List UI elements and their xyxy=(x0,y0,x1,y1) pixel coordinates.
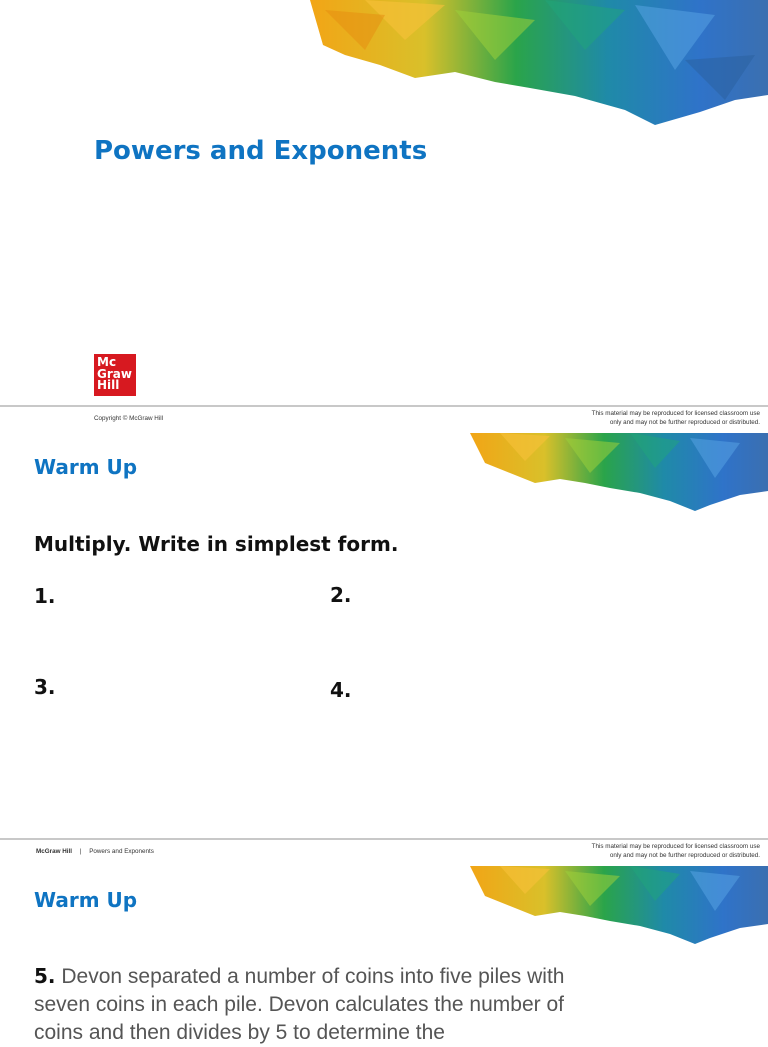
problem-text: Devon separated a number of coins into five piles with seven coins in each pile. Devon calculates the number of coins and then divides by 5 to determine the xyxy=(34,965,565,1044)
problem-number-4: 4. xyxy=(330,678,352,702)
mcgraw-hill-logo xyxy=(94,354,136,396)
footer-separator: | xyxy=(79,848,82,855)
usage-notice-line-2: only and may not be further reproduced or distributed. xyxy=(609,851,760,859)
problem-number-1: 1. xyxy=(34,584,56,608)
instruction-text: Multiply. Write in simplest form. xyxy=(34,532,399,556)
usage-notice-line-2: only and may not be further reproduced or distributed. xyxy=(609,418,760,426)
usage-notice-line-1: This material may be reproduced for licensed classroom use xyxy=(591,410,760,417)
problem-number-2: 2. xyxy=(330,583,352,607)
usage-notice xyxy=(592,410,760,427)
usage-notice xyxy=(592,843,760,860)
low-poly-banner-icon xyxy=(470,433,768,513)
footer-brand xyxy=(36,848,154,855)
warm-up-title: Warm Up xyxy=(34,888,138,912)
warm-up-slide-2 xyxy=(0,840,768,1044)
title-slide xyxy=(0,0,768,405)
warm-up-title: Warm Up xyxy=(34,455,138,479)
logo-line-1: Mc xyxy=(97,355,117,369)
usage-notice-line-1: This material may be reproduced for licensed classroom use xyxy=(591,843,760,850)
logo-line-2: Graw xyxy=(97,366,132,381)
logo-line-3: Hill xyxy=(97,378,120,392)
problem-number-5: 5. xyxy=(34,964,56,988)
footer-brand-name: McGraw Hill xyxy=(36,848,73,855)
copyright-text: Copyright © McGraw Hill xyxy=(94,415,164,422)
low-poly-banner-icon xyxy=(305,0,768,130)
footer-topic: Powers and Exponents xyxy=(89,848,154,855)
problem-number-3: 3. xyxy=(34,675,56,699)
page-title: Powers and Exponents xyxy=(94,136,428,166)
word-problem xyxy=(34,962,594,1047)
low-poly-banner-icon xyxy=(470,866,768,946)
warm-up-slide-1 xyxy=(0,407,768,838)
